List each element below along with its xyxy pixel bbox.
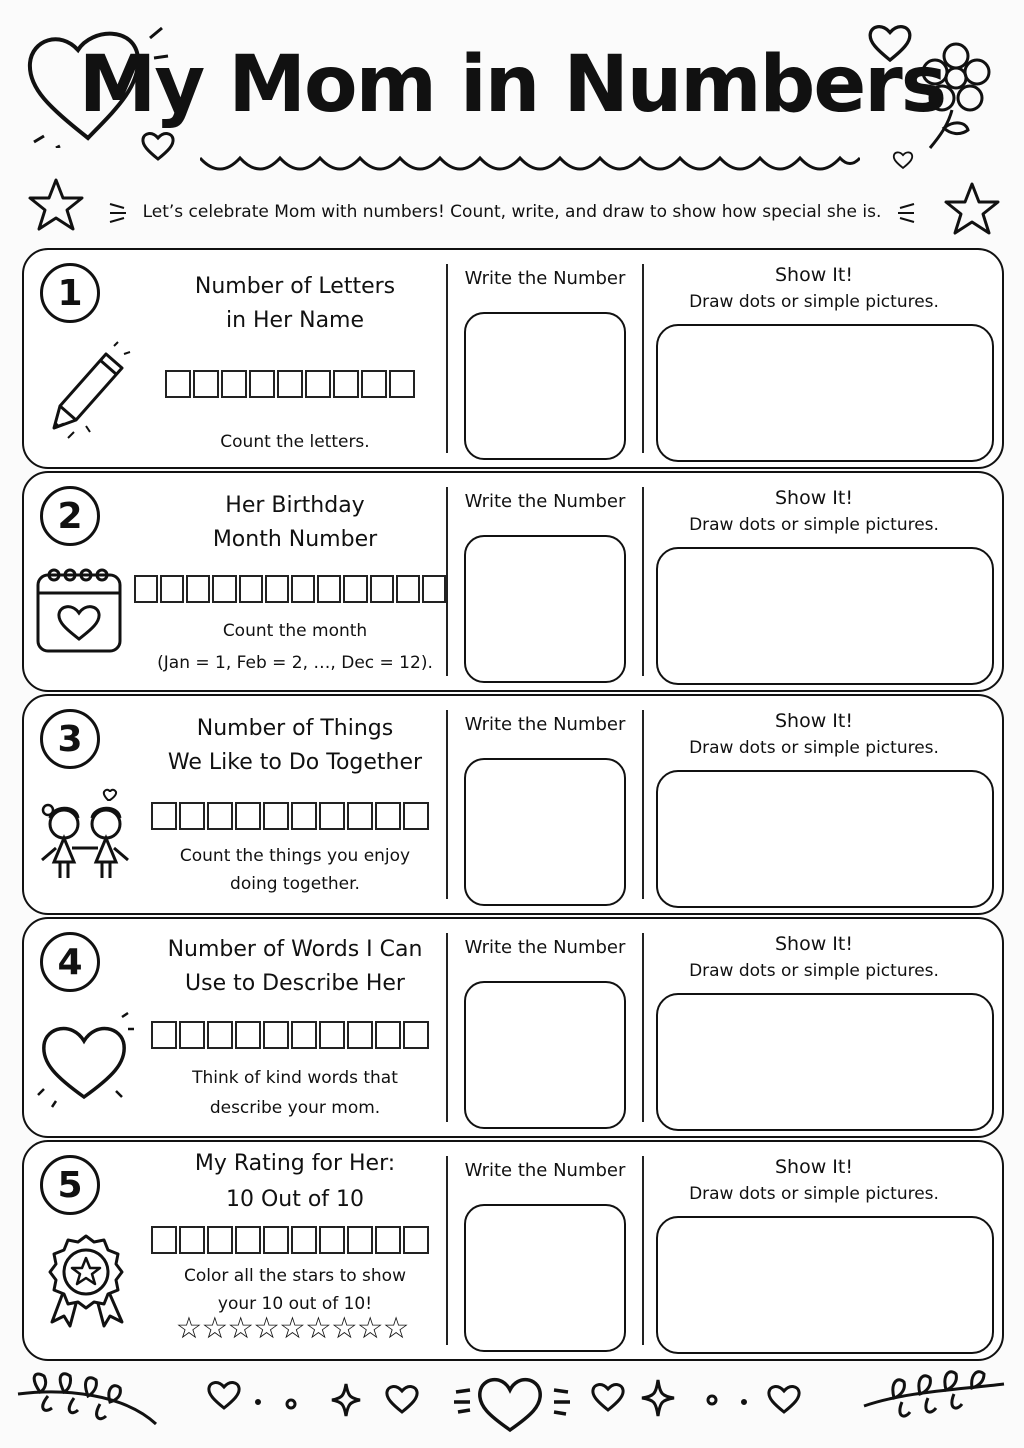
count-box[interactable] — [347, 802, 373, 830]
row-prompt-line2: in Her Name — [225, 308, 365, 333]
count-box[interactable] — [134, 575, 158, 603]
count-boxes — [134, 1021, 446, 1049]
page-title: My Mom in Numbers — [78, 40, 946, 130]
count-box[interactable] — [291, 1226, 317, 1254]
row-hint — [134, 615, 456, 679]
write-number-box[interactable] — [464, 981, 626, 1129]
count-box[interactable] — [179, 802, 205, 830]
count-box[interactable] — [160, 575, 184, 603]
count-box[interactable] — [277, 370, 303, 398]
row-prompt — [144, 270, 446, 338]
count-box[interactable] — [305, 370, 331, 398]
write-number-label: Write the Number — [464, 268, 626, 289]
count-box[interactable] — [375, 1021, 401, 1049]
tiny-heart-icon — [209, 1383, 417, 1416]
center-heart-icon — [454, 1380, 570, 1430]
activity-row-5 — [22, 1140, 1004, 1361]
row-prompt-line2: Month Number — [212, 527, 378, 552]
count-box[interactable] — [375, 1226, 401, 1254]
row-prompt — [144, 489, 446, 557]
count-box[interactable] — [165, 370, 191, 398]
count-box[interactable] — [291, 1021, 317, 1049]
count-box[interactable] — [151, 802, 177, 830]
row-prompt-line2: Use to Describe Her — [185, 971, 405, 996]
write-number-box[interactable] — [464, 1204, 626, 1352]
activity-row-1 — [22, 248, 1004, 469]
count-box[interactable] — [375, 802, 401, 830]
scallop-underline-icon — [200, 150, 860, 180]
calendar-heart-icon — [34, 563, 134, 663]
count-box[interactable] — [186, 575, 210, 603]
row-prompt-line2: We Like to Do Together — [167, 750, 423, 775]
row-number-badge: 2 — [40, 486, 100, 546]
row-number-badge: 3 — [40, 709, 100, 769]
right-doodles-icon — [593, 1380, 799, 1416]
count-box[interactable] — [403, 802, 429, 830]
count-box[interactable] — [317, 575, 341, 603]
count-box[interactable] — [207, 1226, 233, 1254]
column-divider — [446, 264, 448, 453]
right-branch-icon — [864, 1372, 1004, 1416]
count-box[interactable] — [179, 1226, 205, 1254]
bottom-doodles — [14, 1366, 1010, 1436]
count-box[interactable] — [151, 1226, 177, 1254]
row-hint-line2: your 10 out of 10! — [217, 1294, 373, 1314]
write-number-label: Write the Number — [464, 1160, 626, 1181]
count-box[interactable] — [193, 370, 219, 398]
count-box[interactable] — [403, 1226, 429, 1254]
count-box[interactable] — [291, 575, 315, 603]
count-box[interactable] — [389, 370, 415, 398]
show-it-title: Show It! — [775, 487, 853, 509]
award-ribbon-icon — [34, 1230, 134, 1330]
count-box[interactable] — [263, 1021, 289, 1049]
heart-icon — [34, 1009, 134, 1109]
write-number-box[interactable] — [464, 535, 626, 683]
count-box[interactable] — [207, 802, 233, 830]
row-hint-line1: Count the month — [222, 621, 368, 641]
show-it-title: Show It! — [775, 710, 853, 732]
write-number-label: Write the Number — [464, 714, 626, 735]
write-number-label: Write the Number — [464, 937, 626, 958]
column-divider — [446, 710, 448, 899]
count-box[interactable] — [403, 1021, 429, 1049]
row-prompt-line1: Number of Letters — [194, 274, 396, 299]
row-prompt — [144, 933, 446, 1001]
count-box[interactable] — [212, 575, 236, 603]
row-hint — [134, 1262, 456, 1318]
count-box[interactable] — [291, 802, 317, 830]
count-box[interactable] — [319, 1226, 345, 1254]
show-it-title: Show It! — [775, 933, 853, 955]
count-box[interactable] — [207, 1021, 233, 1049]
count-box[interactable] — [319, 802, 345, 830]
count-box[interactable] — [361, 370, 387, 398]
count-box[interactable] — [221, 370, 247, 398]
count-box[interactable] — [333, 370, 359, 398]
count-box[interactable] — [370, 575, 394, 603]
row-hint — [134, 428, 456, 456]
activity-rows — [22, 248, 1004, 1363]
count-box[interactable] — [347, 1021, 373, 1049]
show-it-title: Show It! — [775, 264, 853, 286]
show-it-instructions: Draw dots or simple pictures. — [689, 961, 939, 981]
row-number-badge: 4 — [40, 932, 100, 992]
show-it-drawing-box[interactable] — [656, 324, 994, 462]
row-hint-line1: Count the things you enjoy — [179, 846, 411, 866]
count-boxes — [134, 370, 446, 398]
count-box[interactable] — [263, 1226, 289, 1254]
count-box[interactable] — [235, 1021, 261, 1049]
row-hint-line2: describe your mom. — [209, 1098, 381, 1118]
small-heart-icon — [140, 130, 176, 162]
column-divider — [446, 933, 448, 1122]
activity-row-4 — [22, 917, 1004, 1138]
row-prompt — [144, 712, 446, 780]
show-it-drawing-box[interactable] — [656, 547, 994, 685]
count-box[interactable] — [239, 575, 263, 603]
count-boxes — [134, 575, 446, 603]
left-branch-icon — [18, 1374, 156, 1424]
count-box[interactable] — [179, 1021, 205, 1049]
write-number-box[interactable] — [464, 312, 626, 460]
row-hint-line2: (Jan = 1, Feb = 2, …, Dec = 12). — [157, 653, 433, 673]
row-prompt-line1: My Rating for Her: — [194, 1151, 396, 1176]
count-box[interactable] — [151, 1021, 177, 1049]
show-it-drawing-box[interactable] — [656, 770, 994, 908]
row-hint — [134, 842, 456, 898]
row-hint — [134, 1063, 456, 1123]
activity-row-3 — [22, 694, 1004, 915]
row-prompt-line2: 10 Out of 10 — [225, 1187, 365, 1212]
show-it-drawing-box[interactable] — [656, 993, 994, 1131]
activity-row-2 — [22, 471, 1004, 692]
count-box[interactable] — [396, 575, 420, 603]
rating-stars[interactable]: ☆☆☆☆☆☆☆☆☆ — [175, 1311, 409, 1346]
row-hint-line1: Think of kind words that — [192, 1068, 398, 1088]
count-box[interactable] — [263, 802, 289, 830]
row-prompt — [144, 1146, 446, 1218]
count-box[interactable] — [319, 1021, 345, 1049]
count-boxes — [134, 1226, 446, 1254]
column-divider — [446, 1156, 448, 1345]
row-prompt-line1: Number of Words I Can — [167, 937, 423, 962]
count-box[interactable] — [347, 1226, 373, 1254]
count-box[interactable] — [235, 1226, 261, 1254]
write-number-label: Write the Number — [464, 491, 626, 512]
show-it-instructions: Draw dots or simple pictures. — [689, 292, 939, 312]
count-box[interactable] — [422, 575, 446, 603]
row-prompt-line1: Number of Things — [196, 716, 394, 741]
show-it-title: Show It! — [775, 1156, 853, 1178]
page-subtitle: Let’s celebrate Mom with numbers! Count, write, and draw to show how special she is. — [142, 202, 882, 222]
tiny-heart-icon — [892, 150, 914, 170]
column-divider — [446, 487, 448, 676]
row-prompt-line1: Her Birthday — [225, 493, 365, 518]
count-box[interactable] — [265, 575, 289, 603]
row-number-badge: 5 — [40, 1155, 100, 1215]
count-box[interactable] — [249, 370, 275, 398]
pencil-icon — [34, 340, 134, 440]
show-it-drawing-box[interactable] — [656, 1216, 994, 1354]
row-hint-line1: Count the letters. — [220, 432, 370, 452]
count-box[interactable] — [235, 802, 261, 830]
row-hint-line2: doing together. — [230, 874, 360, 894]
count-box[interactable] — [343, 575, 367, 603]
show-it-instructions: Draw dots or simple pictures. — [689, 1184, 939, 1204]
row-number-badge: 1 — [40, 263, 100, 323]
row-hint-line1: Color all the stars to show — [184, 1266, 406, 1286]
two-kids-icon — [34, 786, 134, 886]
show-it-instructions: Draw dots or simple pictures. — [689, 738, 939, 758]
write-number-box[interactable] — [464, 758, 626, 906]
count-boxes — [134, 802, 446, 830]
show-it-instructions: Draw dots or simple pictures. — [689, 515, 939, 535]
